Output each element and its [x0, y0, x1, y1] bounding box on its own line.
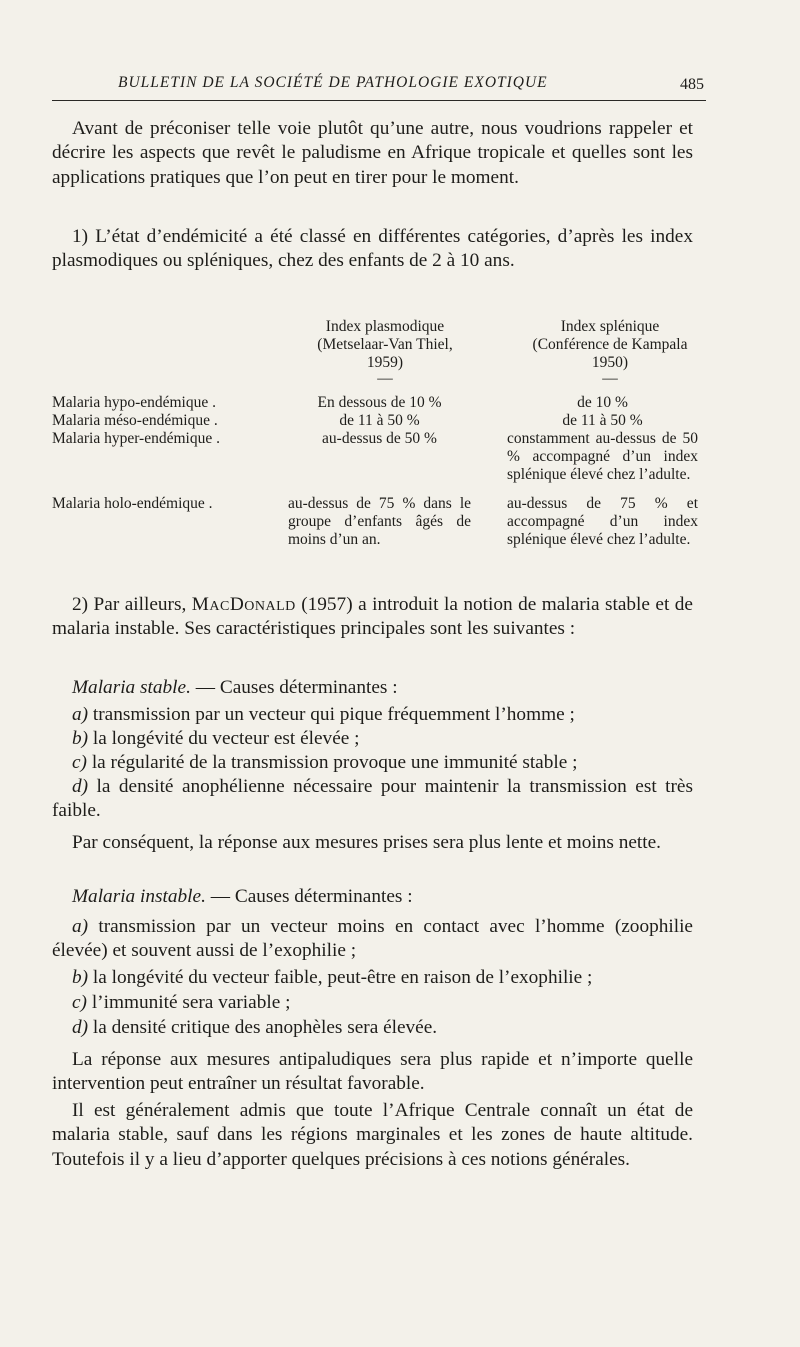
row-label: Malaria holo-endémique .: [52, 495, 213, 512]
col-header-plasmodique: [290, 318, 480, 385]
point-1-paragraph: [52, 225, 693, 274]
col-header-splenique: [510, 318, 710, 385]
item-label: c): [72, 992, 87, 1013]
page-number: 485: [680, 76, 704, 93]
list-item: [52, 966, 693, 990]
final-paragraph: Il est généralement admis que toute l’Afrique Centrale connaît un état de malaria stable, sauf dans les régions marginales et les zones de haute altitude. Toutefois il y a lieu d’apporter quelques précisions à ces notions générales.: [52, 1100, 693, 1170]
point-2-number: 2): [72, 594, 89, 615]
header-dash: —: [602, 369, 618, 387]
instable-causes: — Causes déterminantes :: [210, 886, 413, 907]
running-title: BULLETIN DE LA SOCIÉTÉ DE PATHOLOGIE EXOTIQUE: [118, 74, 548, 91]
cell-plasmodique: au-dessus de 50 %: [322, 430, 437, 447]
cell-plasmodique: En dessous de 10 %: [317, 394, 442, 411]
instable-heading: [52, 885, 693, 909]
list-item: [52, 775, 693, 824]
row-label: Malaria hypo-endémique .: [52, 394, 216, 411]
item-text: la régularité de la transmission provoque une immunité stable ;: [91, 752, 578, 773]
list-item: [52, 991, 693, 1015]
item-text: la longévité du vecteur faible, peut-être en raison de l’exophilie ;: [92, 967, 593, 988]
instable-title: Malaria instable.: [72, 886, 206, 907]
item-label: d): [72, 1017, 89, 1038]
item-label: a): [72, 704, 89, 725]
intro-paragraph: Avant de préconiser telle voie plutôt qu’une autre, nous voudrions rappeler et décrire les aspects que revêt le paludisme en Afrique tropicale et quelles sont les applications pratiques que l’on peut en tirer pour le moment.: [52, 118, 693, 188]
item-text: la densité critique des anophèles sera élevée.: [92, 1017, 438, 1038]
list-item: [52, 915, 693, 964]
stable-title: Malaria stable.: [72, 677, 191, 698]
item-text: transmission par un vecteur moins en contact avec l’homme (zoophilie élevée) et souvent aussi de l’exophilie ;: [52, 916, 693, 962]
running-header: [52, 70, 706, 101]
list-item: [52, 703, 693, 727]
point-2-paragraph: [52, 593, 693, 642]
header-line: (Conférence de Kampala: [532, 336, 688, 354]
header-line: 1959): [366, 354, 404, 372]
list-item: [52, 751, 693, 775]
row-label: Malaria hyper-endémique .: [52, 430, 220, 447]
item-label: c): [72, 752, 87, 773]
cell-splenique: de 11 à 50 %: [562, 412, 643, 429]
item-text: l’immunité sera variable ;: [91, 992, 291, 1013]
stable-conclusion: Par conséquent, la réponse aux mesures prises sera plus lente et moins nette.: [72, 832, 661, 853]
stable-causes: — Causes déterminantes :: [195, 677, 398, 698]
item-text: la densité anophélienne nécessaire pour maintenir la transmission est très faible.: [52, 776, 693, 822]
header-line: Index splénique: [560, 318, 660, 335]
header-line: Index plasmodique: [325, 318, 445, 335]
item-label: b): [72, 967, 89, 988]
item-label: d): [72, 776, 89, 797]
header-line: 1950): [591, 354, 629, 372]
list-item: [52, 727, 693, 751]
list-item: [52, 1016, 693, 1040]
cell-splenique: au-dessus de 75 % et accompagné d’un index splénique élevé chez l’adulte.: [507, 495, 698, 549]
stable-heading: [52, 676, 693, 700]
item-label: b): [72, 728, 89, 749]
point-2-after: (1957) a introduit la notion de malaria stable et de malaria instable. Ses caractéristiques principales sont les suivantes :: [52, 594, 693, 640]
instable-conclusion: La réponse aux mesures antipaludiques sera plus rapide et n’importe quelle intervention peut entraîner un résultat favorable.: [52, 1049, 693, 1095]
cell-plasmodique: de 11 à 50 %: [339, 412, 420, 429]
item-text: transmission par un vecteur qui pique fréquemment l’homme ;: [92, 704, 575, 725]
author-name: MacDonald: [191, 594, 296, 615]
header-dash: —: [377, 369, 393, 387]
point-2-before: Par ailleurs,: [93, 594, 187, 615]
header-line: (Metselaar-Van Thiel,: [317, 336, 453, 354]
cell-splenique: de 10 %: [577, 394, 628, 411]
cell-plasmodique: au-dessus de 75 % dans le groupe d’enfants âgés de moins d’un an.: [288, 495, 471, 549]
row-label: Malaria méso-endémique .: [52, 412, 218, 429]
point-1-text: L’état d’endémicité a été classé en différentes catégories, d’après les index plasmodiques ou spléniques, chez des enfants de 2 à 10 ans.: [52, 226, 693, 272]
cell-splenique: constamment au-dessus de 50 % accompagné d’un index splénique élevé chez l’adulte.: [507, 430, 698, 484]
point-1-number: 1): [72, 226, 89, 247]
item-text: la longévité du vecteur est élevée ;: [92, 728, 360, 749]
item-label: a): [72, 916, 89, 937]
